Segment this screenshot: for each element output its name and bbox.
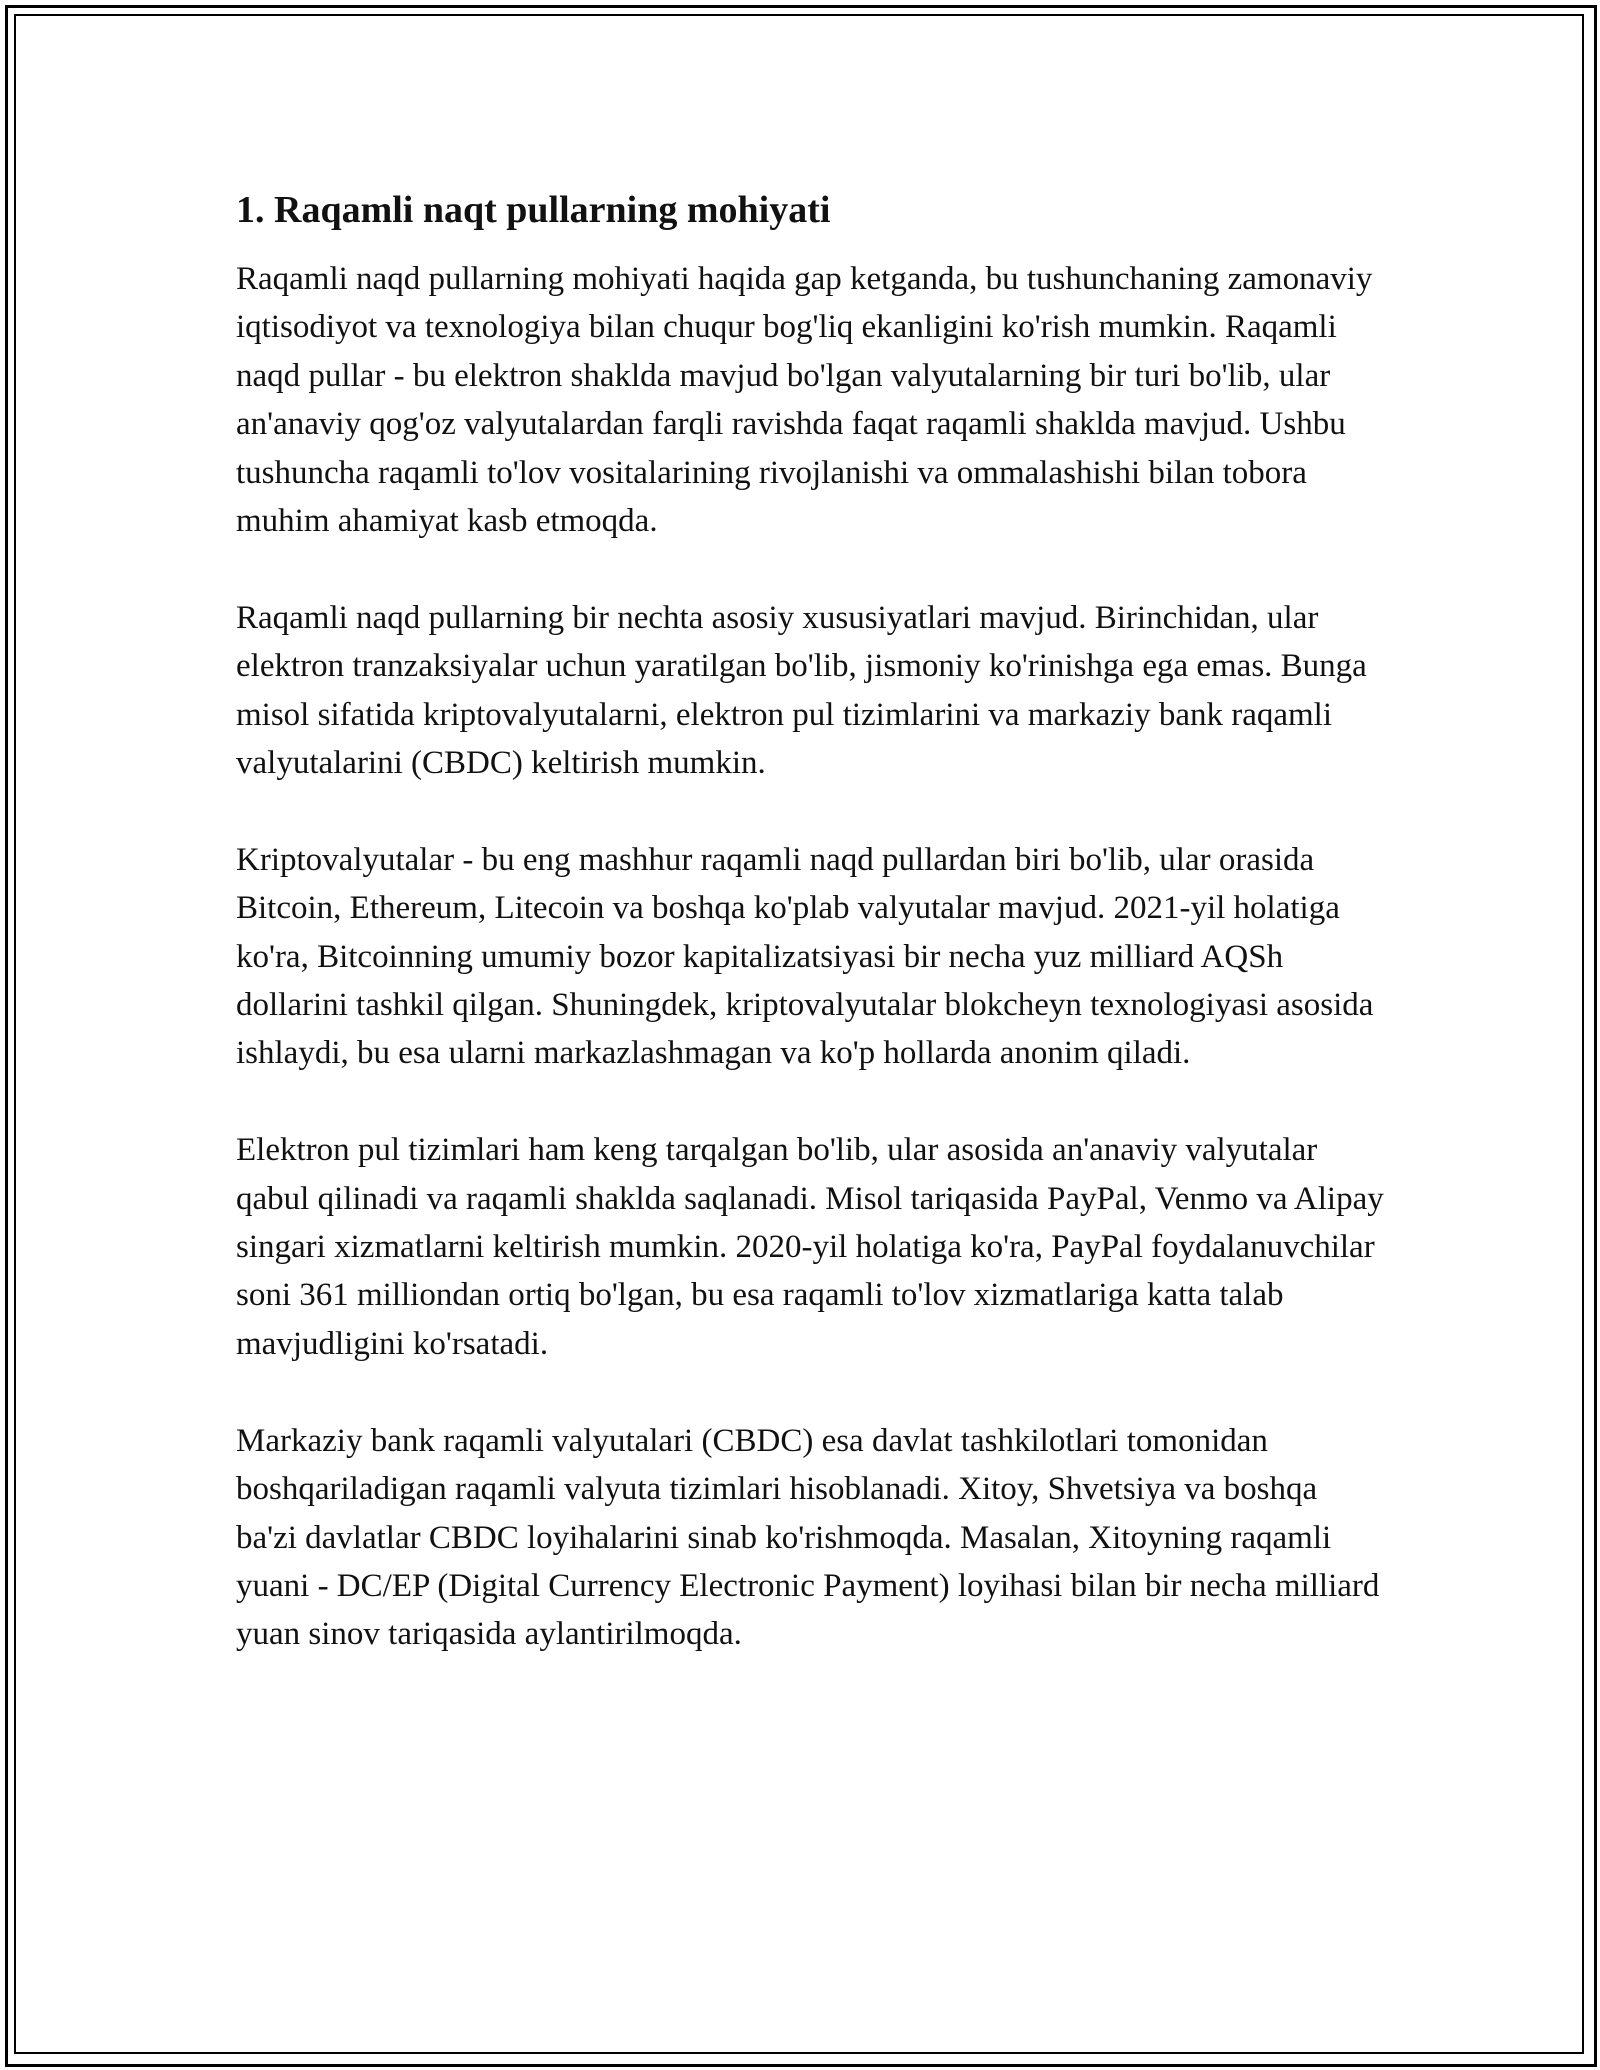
paragraph-4: Elektron pul tizimlari ham keng tarqalgan bo'lib, ular asosida an'anaviy valyutalar qabul qilinadi va raqamli shaklda saqlanadi. Misol tariqasida PayPal, Venmo va Alipay singari xizmatlarni keltirish mumkin. 2020-yil holatiga ko'ra, PayPal foydalanuvchilar soni 361 milliondan ortiq bo'lgan, bu esa raqamli to'lov xizmatlariga katta talab mavjudligini ko'rsatadi. bbox=[236, 1132, 1384, 1362]
paragraph-3: Kriptovalyutalar - bu eng mashhur raqamli naqd pullardan biri bo'lib, ular orasida Bitcoin, Ethereum, Litecoin va boshqa ko'plab valyutalar mavjud. 2021-yil holatiga ko'ra, Bitcoinning umumiy bozor kapitalizatsiyasi bir necha yuz milliard AQSh dollarini tashkil qilgan. Shuningdek, kriptovalyutalar blokcheyn texnologiyasi asosida ishlaydi, bu esa ularni markazlashmagan va ko'p hollarda anonim qiladi. bbox=[236, 841, 1374, 1072]
paragraph-1: Raqamli naqd pullarning mohiyati haqida gap ketganda, bu tushunchaning zamonaviy iqtisodiyot va texnologiya bilan chuqur bog'liq ekanligini ko'rish mumkin. Raqamli naqd pullar - bu elektron shaklda mavjud bo'lgan valyutalarning bir turi bo'lib, ular an'anaviy qog'oz valyutalardan farqli ravishda faqat raqamli shaklda mavjud. Ushbu tushuncha raqamli to'lov vositalarining rivojlanishi va ommalashishi bilan tobora muhim ahamiyat kasb etmoqda. bbox=[236, 261, 1373, 540]
document-body bbox=[236, 185, 1386, 1707]
paragraph-2: Raqamli naqd pullarning bir nechta asosiy xususiyatlari mavjud. Birinchidan, ular elektron tranzaksiyalar uchun yaratilgan bo'lib, jismoniy ko'rinishga ega emas. Bunga misol sifatida kriptovalyutalarni, elektron pul tizimlarini va markaziy bank raqamli valyutalarini (CBDC) keltirish mumkin. bbox=[236, 599, 1367, 782]
paragraph-5: Markaziy bank raqamli valyutalari (CBDC) esa davlat tashkilotlari tomonidan boshqariladigan raqamli valyuta tizimlari hisoblanadi. Xitoy, Shvetsiya va boshqa ba'zi davlatlar CBDC loyihalarini sinab ko'rishmoqda. Masalan, Xitoyning raqamli yuani - DC/EP (Digital Currency Electronic Payment) loyihasi bilan bir necha milliard yuan sinov tariqasida aylantirilmoqda. bbox=[236, 1422, 1380, 1653]
section-heading: 1. Raqamli naqt pullarning mohiyati bbox=[236, 189, 831, 231]
